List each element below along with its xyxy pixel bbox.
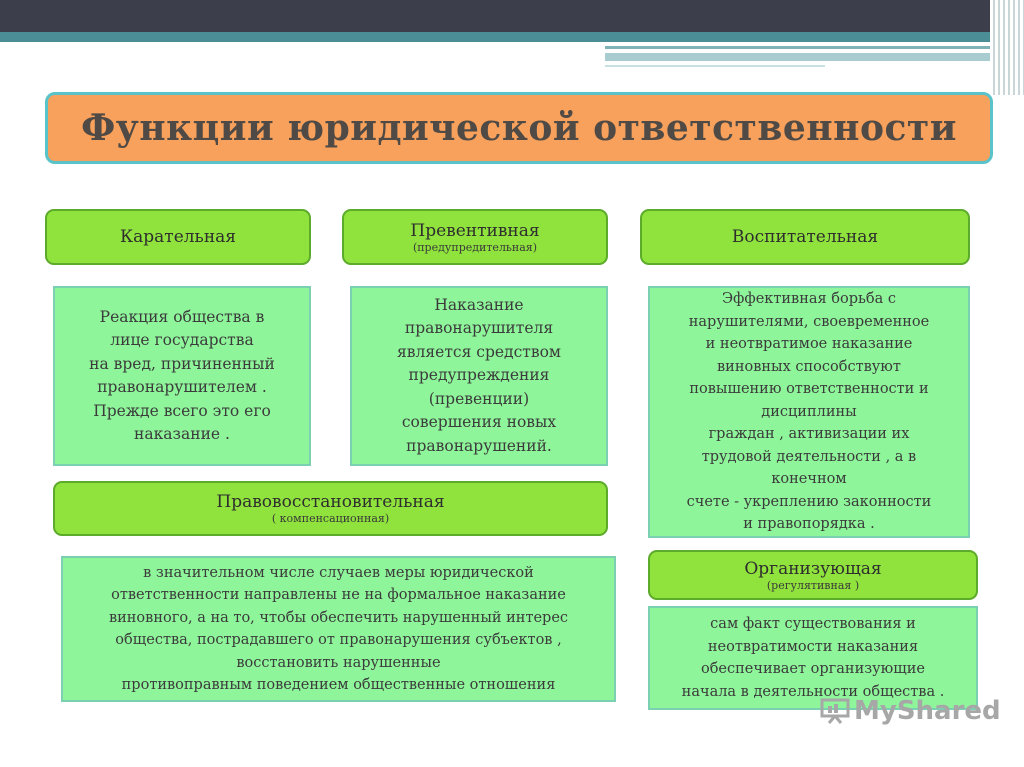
presentation-icon (820, 698, 850, 724)
function-name: Правовосстановительная (216, 492, 445, 512)
function-subtitle: (регулятивная ) (766, 578, 860, 592)
top-dark-bar (0, 0, 1024, 32)
function-description-educational (648, 286, 970, 538)
function-name: Воспитательная (731, 227, 879, 247)
page-title: Функции юридической ответственности (81, 107, 957, 149)
function-subtitle: (предупредительная) (412, 240, 538, 254)
function-description-punitive (53, 286, 311, 466)
description-text: Наказание правонарушителя является средством предупреждения (превенции) совершения новых правонарушений. (397, 295, 561, 455)
function-name: Организующая (744, 558, 882, 579)
function-header-restorative (53, 481, 608, 536)
description-text: сам факт существования и неотвратимости наказания обеспечивает организующие начала в деятельности общества . (681, 616, 945, 700)
corner-decoration (990, 0, 1024, 95)
function-header-punitive (45, 209, 311, 265)
function-description-restorative (61, 556, 616, 702)
decor-line (605, 46, 1024, 49)
description-text: в значительном числе случаев меры юридической ответственности направлены не на формальное наказание виновного, а на то, чтобы обеспечить нарушенный интерес общества, пострадавшего от правонарушения субъектов , восстановить нарушенные противоправным поведением общественные отношения (108, 564, 569, 693)
function-header-organizing (648, 550, 978, 600)
description-text: Эффективная борьба с нарушителями, своевременное и неотвратимое наказание виновных способствуют повышению ответственности и дисциплины граждан , активизации их трудовой деятельности , а в конечном счете - укреплению законности и правопорядка . (686, 291, 932, 533)
function-description-organizing (648, 606, 978, 710)
top-teal-bar (0, 32, 1024, 42)
function-subtitle: ( компенсационная) (271, 512, 390, 525)
function-name: Превентивная (410, 220, 540, 241)
function-description-preventive (350, 286, 608, 466)
description-text: Реакция общества в лице государства на вред, причиненный правонарушителем . Прежде всего это его наказание . (89, 307, 275, 443)
function-header-preventive (342, 209, 608, 265)
function-name: Карательная (119, 227, 237, 247)
function-header-educational (640, 209, 970, 265)
title-banner (45, 92, 993, 164)
decor-line (605, 65, 825, 67)
watermark-text: MyShared (854, 696, 1001, 726)
watermark (820, 696, 1001, 726)
decor-line (605, 53, 1024, 61)
